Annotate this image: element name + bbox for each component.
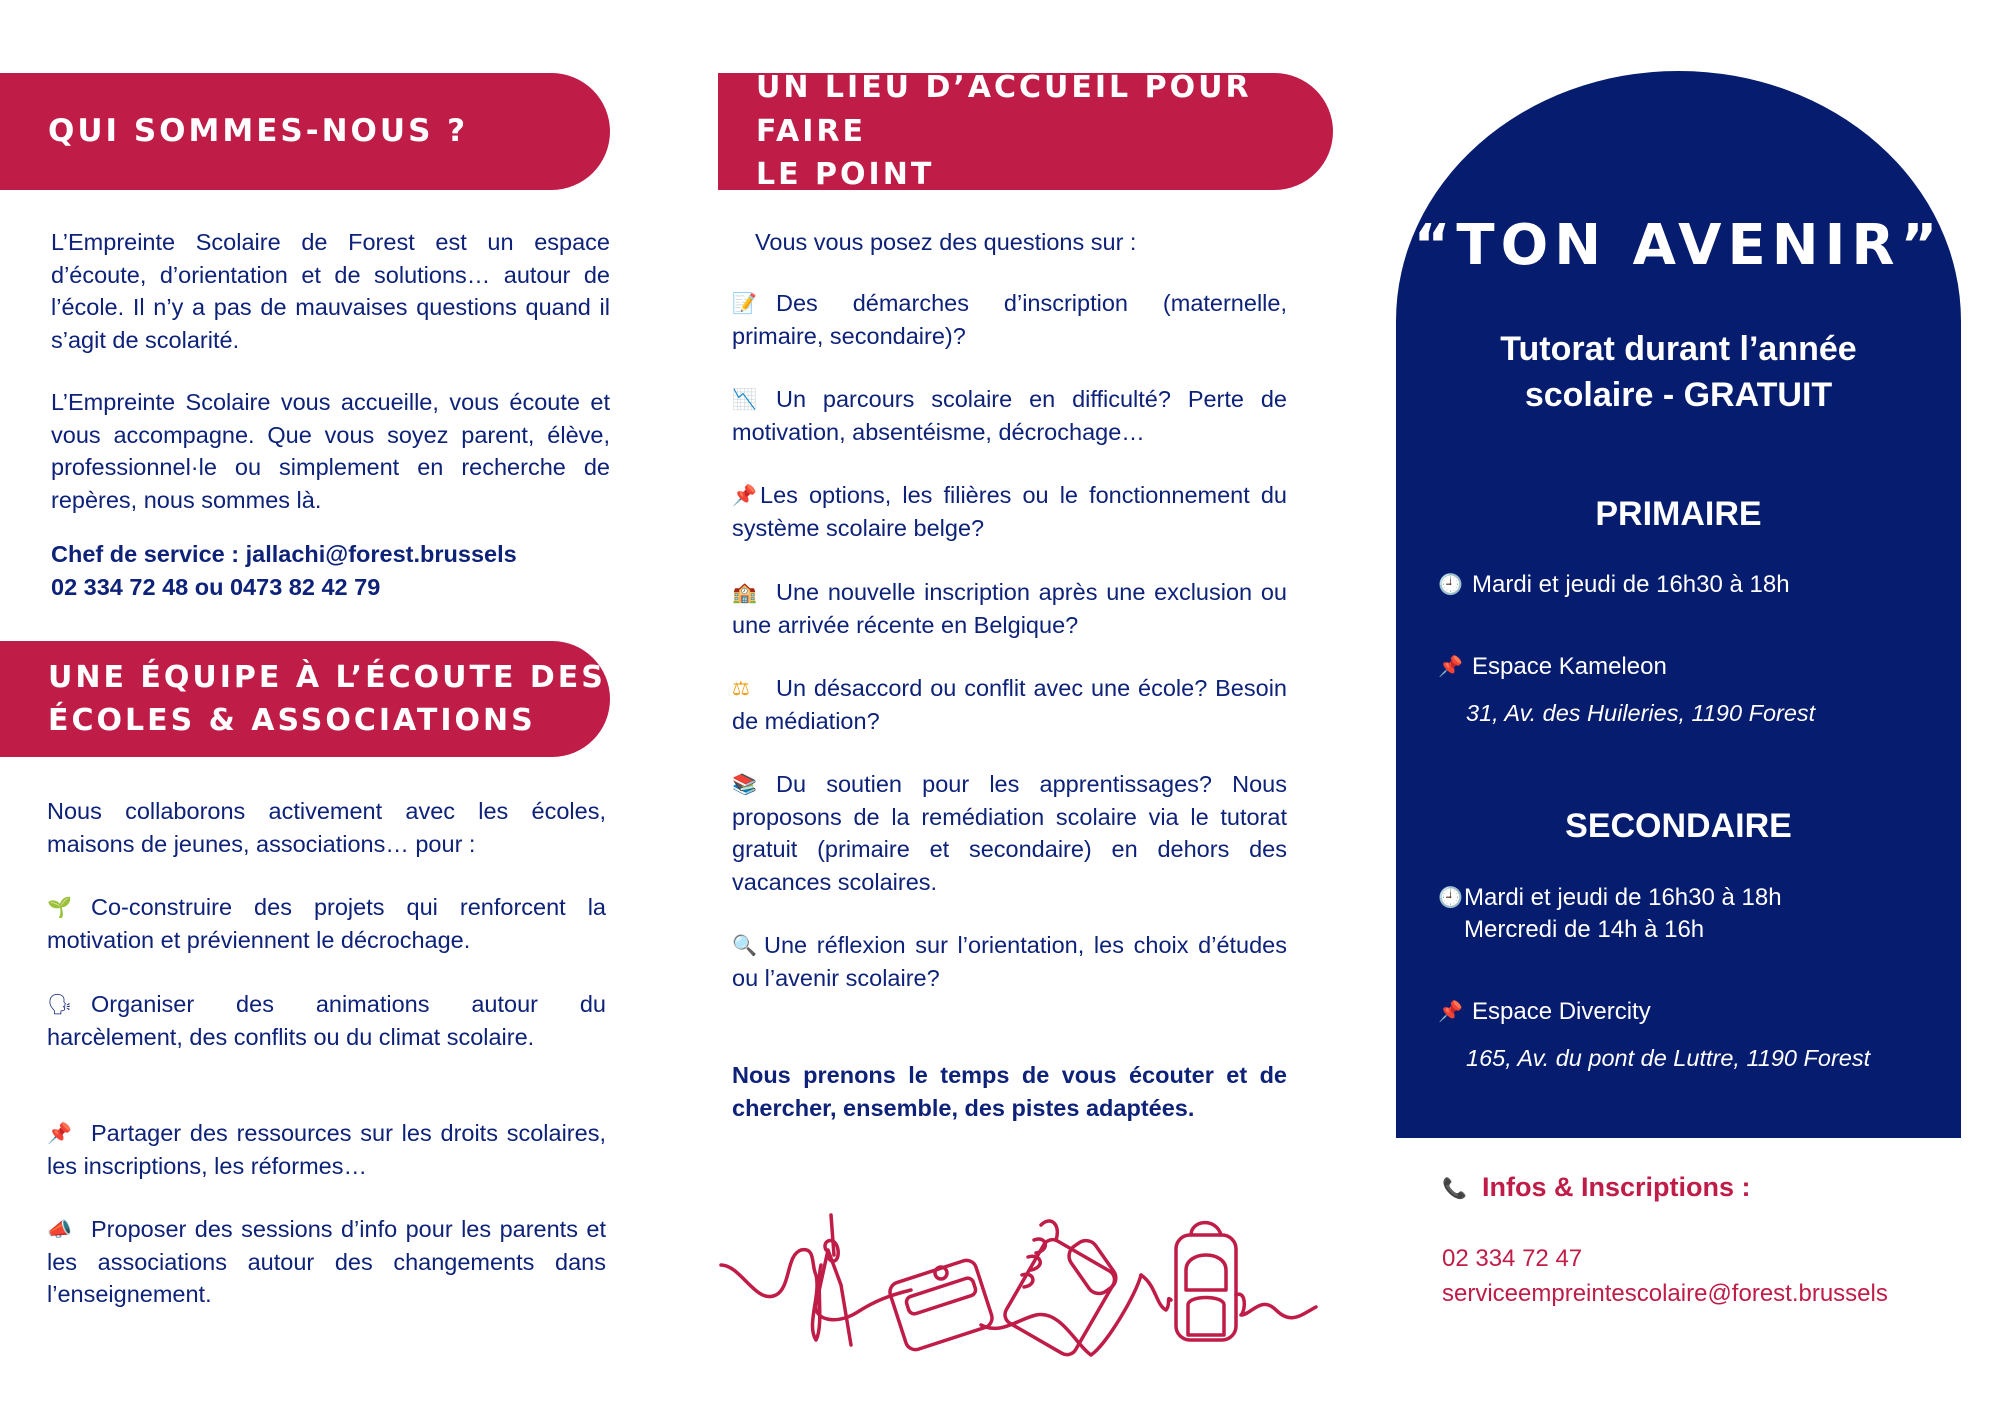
primaire-address: 31, Av. des Huileries, 1190 Forest — [1466, 700, 1816, 726]
secondaire-address: 165, Av. du pont de Luttre, 1190 Forest — [1466, 1045, 1871, 1071]
panel-title: “TON AVENIR” — [1413, 213, 1944, 278]
pushpin-icon: 📌 — [1438, 1001, 1463, 1023]
section-header-lieu-accueil — [718, 70, 1333, 193]
list-item: 🗣 Organiser des animations autour du harcèlement, des conflits ou du climat scolaire. — [47, 991, 606, 1050]
section-title-line2: LE POINT — [756, 157, 935, 193]
closing-statement: Nous prenons le temps de vous écouter et de chercher, ensemble, des pistes adaptées. — [732, 1062, 1287, 1121]
pushpin-icon: 📌 — [1438, 656, 1463, 678]
balance-scale-icon: ⚖ — [732, 678, 750, 700]
list-item: 📝 Des démarches d’inscription (maternelle, primaire, secondaire)? — [732, 290, 1287, 349]
chef-de-service-contact — [51, 538, 631, 603]
chef-de-service-phones[interactable]: 02 334 72 48 ou 0473 82 42 79 — [51, 573, 381, 600]
section-title-line1: UN LIEU D’ACCUEIL POUR FAIRE — [756, 70, 1252, 149]
magnifier-icon: 🔍 — [732, 935, 757, 957]
list-item: 📉 Un parcours scolaire en difficulté? Perte de motivation, absentéisme, décrochage… — [732, 386, 1287, 445]
secondaire-schedule: 🕘Mardi et jeudi de 16h30 à 18h Mercredi de 14h à 16h — [1438, 884, 1782, 943]
section-title-line1: UNE ÉQUIPE À L’ÉCOUTE DES — [48, 659, 606, 695]
school-icon: 🏫 — [732, 582, 757, 604]
contact-heading: 📞 Infos & Inscriptions : — [1442, 1172, 1751, 1202]
primaire-schedule: 🕘 Mardi et jeudi de 16h30 à 18h — [1438, 571, 1790, 598]
contact-phone[interactable]: 02 334 72 47 — [1442, 1245, 1583, 1272]
secondaire-place: 📌 Espace Divercity — [1438, 998, 1651, 1025]
list-item: 📚 Du soutien pour les apprentissages? Nous proposons de la remédiation scolaire via le tutorat gratuit (primaire et secondaire) en dehors des vacances scolaires. — [732, 771, 1287, 895]
memo-icon: 📝 — [732, 293, 757, 315]
section-title: QUI SOMMES-NOUS ? — [48, 113, 469, 150]
list-item: 🏫 Une nouvelle inscription après une exclusion ou une arrivée récente en Belgique? — [732, 579, 1287, 638]
pushpin-icon: 📌 — [47, 1123, 72, 1145]
list-item: 📌 Les options, les filières ou le fonctionnement du système scolaire belge? — [732, 482, 1287, 541]
chart-decreasing-icon: 📉 — [732, 389, 757, 411]
list-item: 📣 Proposer des sessions d’info pour les parents et les associations autour des changements dans l’enseignement. — [47, 1216, 606, 1307]
contact-email[interactable]: serviceempreintescolaire@forest.brussels — [1442, 1280, 1888, 1307]
intro-paragraph-1: L’Empreinte Scolaire de Forest est un espace d’écoute, d’orientation et de solutions… autour de l’école. Il n’y a pas de mauvaises questions quand il s’agit de scolarité. — [51, 229, 610, 353]
list-item: 📌 Partager des ressources sur les droits scolaires, les inscriptions, les réformes… — [47, 1120, 606, 1179]
collaboration-intro: Nous collaborons activement avec les écoles, maisons de jeunes, associations… pour : — [47, 798, 606, 857]
list-item: 🔍 Une réflexion sur l’orientation, les choix d’études ou l’avenir scolaire? — [732, 932, 1287, 991]
secondaire-heading: SECONDAIRE — [1565, 807, 1792, 845]
phone-icon: 📞 — [1442, 1178, 1467, 1200]
questions-intro: Vous vous posez des questions sur : — [755, 229, 1137, 255]
section-header-qui-sommes-nous — [0, 73, 610, 190]
books-icon: 📚 — [732, 774, 757, 796]
section-title-line2: ÉCOLES & ASSOCIATIONS — [48, 703, 536, 738]
list-item: 🌱 Co-construire des projets qui renforcent la motivation et préviennent le décrochage. — [47, 894, 606, 953]
tutoring-info-panel — [1396, 71, 1961, 1138]
chef-de-service-email[interactable]: Chef de service : jallachi@forest.brussels — [51, 541, 517, 567]
clock-icon: 🕘 — [1438, 887, 1463, 909]
list-item: ⚖ Un désaccord ou conflit avec une école? Besoin de médiation? — [732, 675, 1287, 734]
megaphone-icon: 📣 — [47, 1219, 72, 1241]
pushpin-icon: 📌 — [732, 485, 757, 507]
clock-icon: 🕘 — [1438, 574, 1463, 596]
school-supplies-line-drawing — [716, 1195, 1321, 1360]
speaking-head-icon: 🗣 — [47, 994, 73, 1016]
section-header-equipe-ecoute — [0, 641, 610, 757]
intro-paragraph-2: L’Empreinte Scolaire vous accueille, vous écoute et vous accompagne. Que vous soyez parent, élève, professionnel·le ou simplement en recherche de repères, nous sommes là. — [51, 389, 610, 513]
primaire-place: 📌 Espace Kameleon — [1438, 653, 1667, 680]
seedling-icon: 🌱 — [47, 897, 72, 919]
panel-subtitle: Tutorat durant l’année scolaire - GRATUIT — [1500, 330, 1857, 414]
primaire-heading: PRIMAIRE — [1595, 495, 1762, 533]
